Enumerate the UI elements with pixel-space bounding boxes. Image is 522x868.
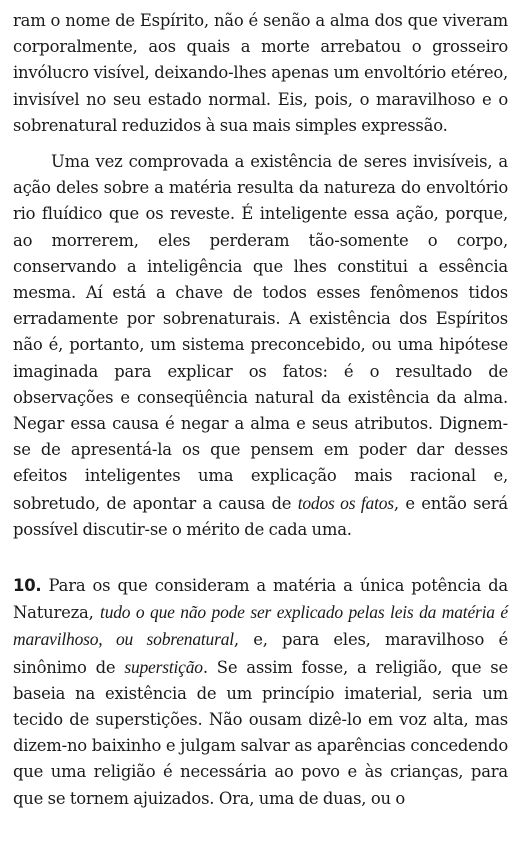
paragraph-2-text-a: Uma vez comprovada a existência de seres invisíveis, a ação deles sobre a matéria resulta da natureza do envoltório rio fluídico que os reveste. É inteligente essa ação, porque, ao morrerem, eles perderam tão-somente o corpo, conservando a inteligência que lhes constitui a essência mesma. Aí está a chave de todos esses fenômenos tidos erradamente por sobrenaturais. A existência dos Espíritos não é, portanto, um sistema preconcebido, ou uma hipótese imaginada para explicar os fatos: é o resultado de observações e conseqüência natural da existência da alma. Negar essa causa é negar a alma e seus atributos. Dignem-se de apresentá-la os que pensem em poder dar desses efeitos inteligentes uma explicação mais racional e, sobretudo, de apontar a causa de [13, 152, 508, 513]
paragraph-2 [13, 149, 508, 543]
paragraph-2-italic-phrase: todos os fatos [297, 492, 394, 513]
paragraph-3-text-b: , e, para eles, maravilhoso é sinônimo de [13, 630, 508, 677]
paragraph-3-italic-phrase-1: tudo o que não pode ser explicado pelas leis da matéria é maravilhoso, ou sobrenatural [13, 602, 508, 650]
paragraph-2-text-b: , e então será possível discutir-se o mérito de cada uma. [13, 493, 508, 539]
paragraph-1 [13, 8, 508, 139]
paragraph-1-text: ram o nome de Espírito, não é senão a alma dos que viveram corporalmente, aos quais a morte arrebatou o grosseiro invólucro visível, deixando-lhes apenas um envoltório etéreo, invisível no seu estado normal. Eis, pois, o maravilhoso e o sobrenatural reduzidos à sua mais simples expressão. [13, 11, 508, 135]
paragraph-3-text-c: . Se assim fosse, a religião, que se baseia na existência de um princípio imaterial, seria um tecido de superstições. Não ousam dizê-lo em voz alta, mas dizem-no baixinho e julgam salvar as aparências concedendo que uma religião é necessária ao povo e às crianças, para que se tornem ajuizados. Ora, uma de duas, ou o [13, 657, 508, 808]
paragraph-3-italic-phrase-2: superstição [124, 656, 203, 677]
paragraph-3 [13, 573, 508, 812]
section-number: 10. [13, 576, 42, 596]
paragraph-3-text-a: Para os que consideram a matéria a única potência da Natureza, [13, 576, 508, 623]
document-page [13, 8, 508, 812]
